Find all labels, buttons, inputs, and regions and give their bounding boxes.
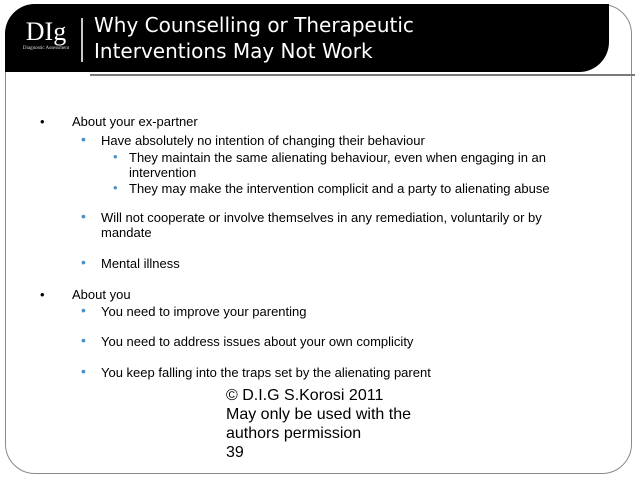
bullet-text: About you [72, 287, 131, 302]
footer-line-1: © D.I.G S.Korosi 2011 [226, 387, 384, 404]
logo [19, 18, 73, 64]
bullet-same-behaviour [113, 149, 547, 180]
bullet-falling-traps [81, 363, 431, 380]
bullet-about-ex-partner [40, 114, 198, 129]
bullet-dot-icon: • [40, 114, 45, 129]
bullet-dot-icon: • [81, 363, 86, 379]
bullet-text: About your ex-partner [72, 114, 198, 129]
bullet-text-line-2: mandate [101, 225, 152, 240]
bullet-dot-icon: • [81, 302, 86, 318]
slide-header [5, 4, 609, 72]
bullet-text: Mental illness [101, 256, 180, 271]
bullet-not-cooperate [81, 208, 542, 240]
bullet-no-intention [81, 131, 425, 148]
bullet-text: You keep falling into the traps set by the alienating parent [101, 365, 431, 380]
bullet-text: They may make the intervention complicit and a party to alienating abuse [129, 181, 550, 196]
bullet-dot-icon: • [113, 149, 118, 164]
bullet-complicit [113, 180, 550, 196]
bullet-improve-parenting [81, 302, 307, 319]
logo-subtitle: Diagnostic Assessment [22, 46, 70, 51]
bullet-text-line-2: intervention [129, 165, 197, 180]
bullet-dot-icon: • [81, 131, 86, 147]
bullet-text: Have absolutely no intention of changing their behaviour [101, 133, 425, 148]
bullet-dot-icon: • [81, 254, 86, 270]
bullet-dot-icon: • [81, 208, 86, 224]
bullet-mental-illness [81, 254, 180, 271]
title-line-2: Interventions May Not Work [94, 39, 373, 63]
bullet-text: You need to improve your parenting [101, 304, 307, 319]
slide-number: 39 [226, 444, 244, 461]
footer-line-2: May only be used with the [226, 406, 411, 423]
footer-line-3: authors permission [226, 425, 362, 442]
copyright-footer [226, 386, 411, 462]
logo-divider [81, 18, 83, 62]
logo-lettering: DIg [25, 17, 67, 46]
bullet-dot-icon: • [113, 180, 118, 195]
bullet-dot-icon: • [81, 332, 86, 348]
bullet-dot-icon: • [40, 287, 45, 302]
bullet-text-line-1: Will not cooperate or involve themselves in any remediation, voluntarily or by [101, 210, 542, 225]
header-divider [90, 74, 635, 76]
bullet-address-complicity [81, 332, 414, 349]
page-title [94, 12, 594, 64]
bullet-about-you [40, 287, 131, 302]
title-line-1: Why Counselling or Therapeutic [94, 13, 414, 37]
bullet-text-line-1: They maintain the same alienating behaviour, even when engaging in an [129, 150, 547, 165]
bullet-text: You need to address issues about your own complicity [101, 334, 414, 349]
